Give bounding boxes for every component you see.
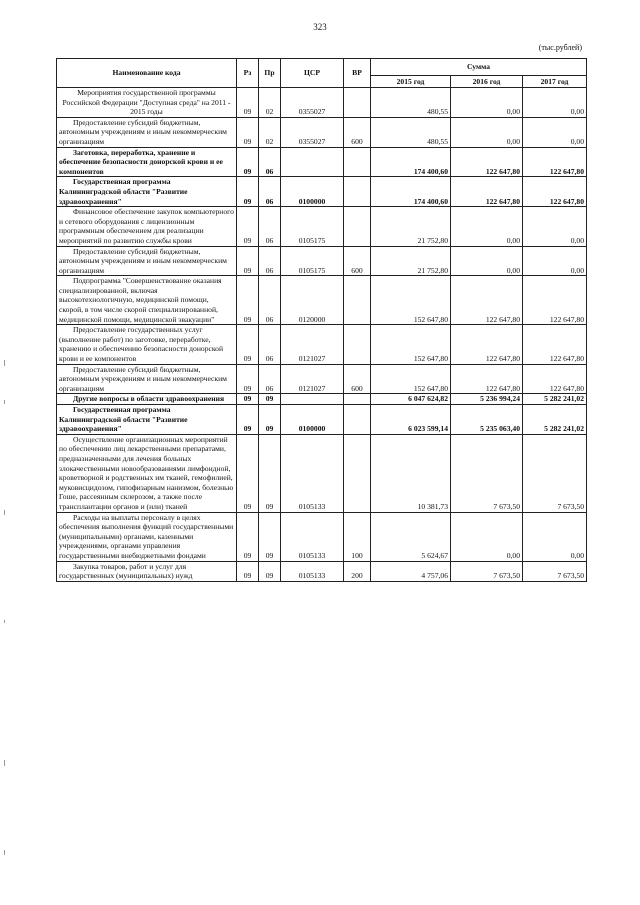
row-2017: 7 673,50 [523, 434, 587, 512]
row-rz: 09 [237, 117, 259, 147]
row-csr: 0100000 [281, 177, 344, 207]
row-csr: 0121027 [281, 325, 344, 364]
row-2015: 152 647,80 [371, 325, 451, 364]
row-2017: 0,00 [523, 88, 587, 118]
row-pr: 06 [259, 147, 281, 177]
table-row [57, 88, 587, 118]
row-pr: 06 [259, 177, 281, 207]
row-csr: 0105175 [281, 246, 344, 276]
row-2017: 7 673,50 [523, 561, 587, 581]
row-2015: 5 624,67 [371, 512, 451, 561]
row-name: Подпрограмма "Совершенствование оказания специализированной, включая высокотехнологичную, медицинской помощи, скорой, в том числе скорой специализированной, медицинской помощи, медицинской эвакуации" [57, 276, 237, 325]
row-name: Осуществление организационных мероприятий по обеспечению лиц лекарственными препаратами, предназначенными для лечения больных злокачественными новообразованиями лимфоидной, кроветворной и родственных им тканей, гемофилией, муковисцидозом, гипофизарным нанизмом, болезнью Гоше, рассеянным склерозом, а также после трансплантации органов и (или) тканей [57, 434, 237, 512]
row-2016: 122 647,80 [451, 276, 523, 325]
row-2016: 0,00 [451, 246, 523, 276]
header-csr: ЦСР [281, 59, 344, 88]
row-vr: 200 [344, 561, 371, 581]
table-row [57, 117, 587, 147]
page-number: 323 [313, 22, 327, 32]
row-vr [344, 177, 371, 207]
table-row [57, 276, 587, 325]
row-rz: 09 [237, 364, 259, 394]
header-sum: Сумма [371, 59, 587, 76]
row-pr: 09 [259, 434, 281, 512]
row-rz: 09 [237, 147, 259, 177]
table-row [57, 147, 587, 177]
row-2016: 0,00 [451, 117, 523, 147]
row-rz: 09 [237, 88, 259, 118]
header-pr: Пр [259, 59, 281, 88]
row-rz: 09 [237, 325, 259, 364]
row-2015: 480,55 [371, 88, 451, 118]
row-2015: 480,55 [371, 117, 451, 147]
header-name: Наименование кода [57, 59, 237, 88]
row-rz: 09 [237, 561, 259, 581]
row-name: Государственная программа Калининградской области "Развитие здравоохранения" [57, 177, 237, 207]
row-2016: 122 647,80 [451, 147, 523, 177]
row-2017: 5 282 241,02 [523, 405, 587, 435]
row-vr [344, 88, 371, 118]
row-name: Другие вопросы в области здравоохранения [57, 394, 237, 405]
row-name: Предоставление субсидий бюджетным, автономным учреждениям и иным некоммерческим организациям [57, 246, 237, 276]
row-2015: 152 647,80 [371, 364, 451, 394]
row-pr: 06 [259, 325, 281, 364]
row-2017: 122 647,80 [523, 276, 587, 325]
row-name: Заготовка, переработка, хранение и обеспечение безопасности донорской крови и ее компонентов [57, 147, 237, 177]
header-2017: 2017 год [523, 75, 587, 87]
row-name: Предоставление субсидий бюджетным, автономным учреждениям и иным некоммерческим организациям [57, 364, 237, 394]
row-name: Закупка товаров, работ и услуг для государственных (муниципальных) нужд [57, 561, 237, 581]
units-label: (тыс.рублей) [538, 43, 582, 52]
row-2015: 6 047 624,82 [371, 394, 451, 405]
row-vr [344, 147, 371, 177]
row-rz: 09 [237, 394, 259, 405]
row-rz: 09 [237, 177, 259, 207]
table-row [57, 512, 587, 561]
table-row [57, 405, 587, 435]
row-pr: 06 [259, 276, 281, 325]
row-2016: 7 673,50 [451, 561, 523, 581]
row-2015: 152 647,80 [371, 276, 451, 325]
row-2015: 4 757,06 [371, 561, 451, 581]
table-row [57, 561, 587, 581]
row-rz: 09 [237, 405, 259, 435]
row-2015: 174 400,60 [371, 147, 451, 177]
row-rz: 09 [237, 434, 259, 512]
row-2015: 174 400,60 [371, 177, 451, 207]
row-pr: 06 [259, 207, 281, 246]
row-csr: 0355027 [281, 117, 344, 147]
row-name: Мероприятия государственной программы Российской Федерации "Доступная среда" на 2011 - 2015 годы [57, 88, 237, 118]
row-2016: 0,00 [451, 512, 523, 561]
row-csr: 0105133 [281, 434, 344, 512]
row-2017: 5 282 241,02 [523, 394, 587, 405]
row-pr: 02 [259, 117, 281, 147]
row-rz: 09 [237, 276, 259, 325]
row-pr: 06 [259, 246, 281, 276]
row-vr [344, 276, 371, 325]
row-vr [344, 325, 371, 364]
header-vr: ВР [344, 59, 371, 88]
table-row [57, 246, 587, 276]
row-2016: 122 647,80 [451, 364, 523, 394]
table-row [57, 325, 587, 364]
budget-table [56, 58, 587, 582]
row-2017: 122 647,80 [523, 364, 587, 394]
row-pr: 02 [259, 88, 281, 118]
row-2015: 10 381,73 [371, 434, 451, 512]
row-pr: 09 [259, 561, 281, 581]
row-2015: 21 752,80 [371, 207, 451, 246]
row-2017: 0,00 [523, 246, 587, 276]
header-rz: Рз [237, 59, 259, 88]
row-2017: 122 647,80 [523, 325, 587, 364]
row-2017: 0,00 [523, 207, 587, 246]
row-2016: 7 673,50 [451, 434, 523, 512]
row-pr: 09 [259, 512, 281, 561]
row-csr: 0120000 [281, 276, 344, 325]
row-csr: 0105133 [281, 561, 344, 581]
row-csr: 0121027 [281, 364, 344, 394]
table-row [57, 177, 587, 207]
row-vr: 600 [344, 364, 371, 394]
row-vr: 100 [344, 512, 371, 561]
row-pr: 09 [259, 405, 281, 435]
row-rz: 09 [237, 207, 259, 246]
row-name: Финансовое обеспечение закупок компьютерного и сетевого оборудования с лицензионным программным обеспечением для реализации мероприятий по развитию службы крови [57, 207, 237, 246]
row-vr [344, 405, 371, 435]
row-pr: 09 [259, 394, 281, 405]
row-2017: 122 647,80 [523, 147, 587, 177]
header-2016: 2016 год [451, 75, 523, 87]
row-name: Предоставление субсидий бюджетным, автономным учреждениям и иным некоммерческим организациям [57, 117, 237, 147]
scan-margin-marks [4, 360, 6, 880]
row-rz: 09 [237, 246, 259, 276]
row-csr [281, 394, 344, 405]
row-2015: 6 023 599,14 [371, 405, 451, 435]
table-row [57, 394, 587, 405]
row-2017: 122 647,80 [523, 177, 587, 207]
table-body [57, 88, 587, 582]
table-row [57, 364, 587, 394]
row-2017: 0,00 [523, 117, 587, 147]
row-csr: 0355027 [281, 88, 344, 118]
header-2015: 2015 год [371, 75, 451, 87]
row-2016: 122 647,80 [451, 325, 523, 364]
table-row [57, 207, 587, 246]
table-row [57, 434, 587, 512]
row-vr: 600 [344, 117, 371, 147]
row-vr [344, 207, 371, 246]
row-2016: 0,00 [451, 207, 523, 246]
row-name: Государственная программа Калининградской области "Развитие здравоохранения" [57, 405, 237, 435]
row-2016: 0,00 [451, 88, 523, 118]
row-2016: 5 236 994,24 [451, 394, 523, 405]
row-name: Предоставление государственных услуг (выполнение работ) по заготовке, переработке, хранению и обеспечению безопасности донорской крови и ее компонентов [57, 325, 237, 364]
row-pr: 06 [259, 364, 281, 394]
row-vr [344, 434, 371, 512]
row-name: Расходы на выплаты персоналу в целях обеспечения выполнения функций государственными (муниципальными) органами, казенными учреждениями, органами управления государственными внебюджетными фондами [57, 512, 237, 561]
row-csr: 0105133 [281, 512, 344, 561]
row-csr: 0105175 [281, 207, 344, 246]
row-rz: 09 [237, 512, 259, 561]
row-csr [281, 147, 344, 177]
row-2017: 0,00 [523, 512, 587, 561]
row-vr [344, 394, 371, 405]
row-vr: 600 [344, 246, 371, 276]
row-2016: 5 235 063,40 [451, 405, 523, 435]
row-csr: 0100000 [281, 405, 344, 435]
row-2016: 122 647,80 [451, 177, 523, 207]
row-2015: 21 752,80 [371, 246, 451, 276]
